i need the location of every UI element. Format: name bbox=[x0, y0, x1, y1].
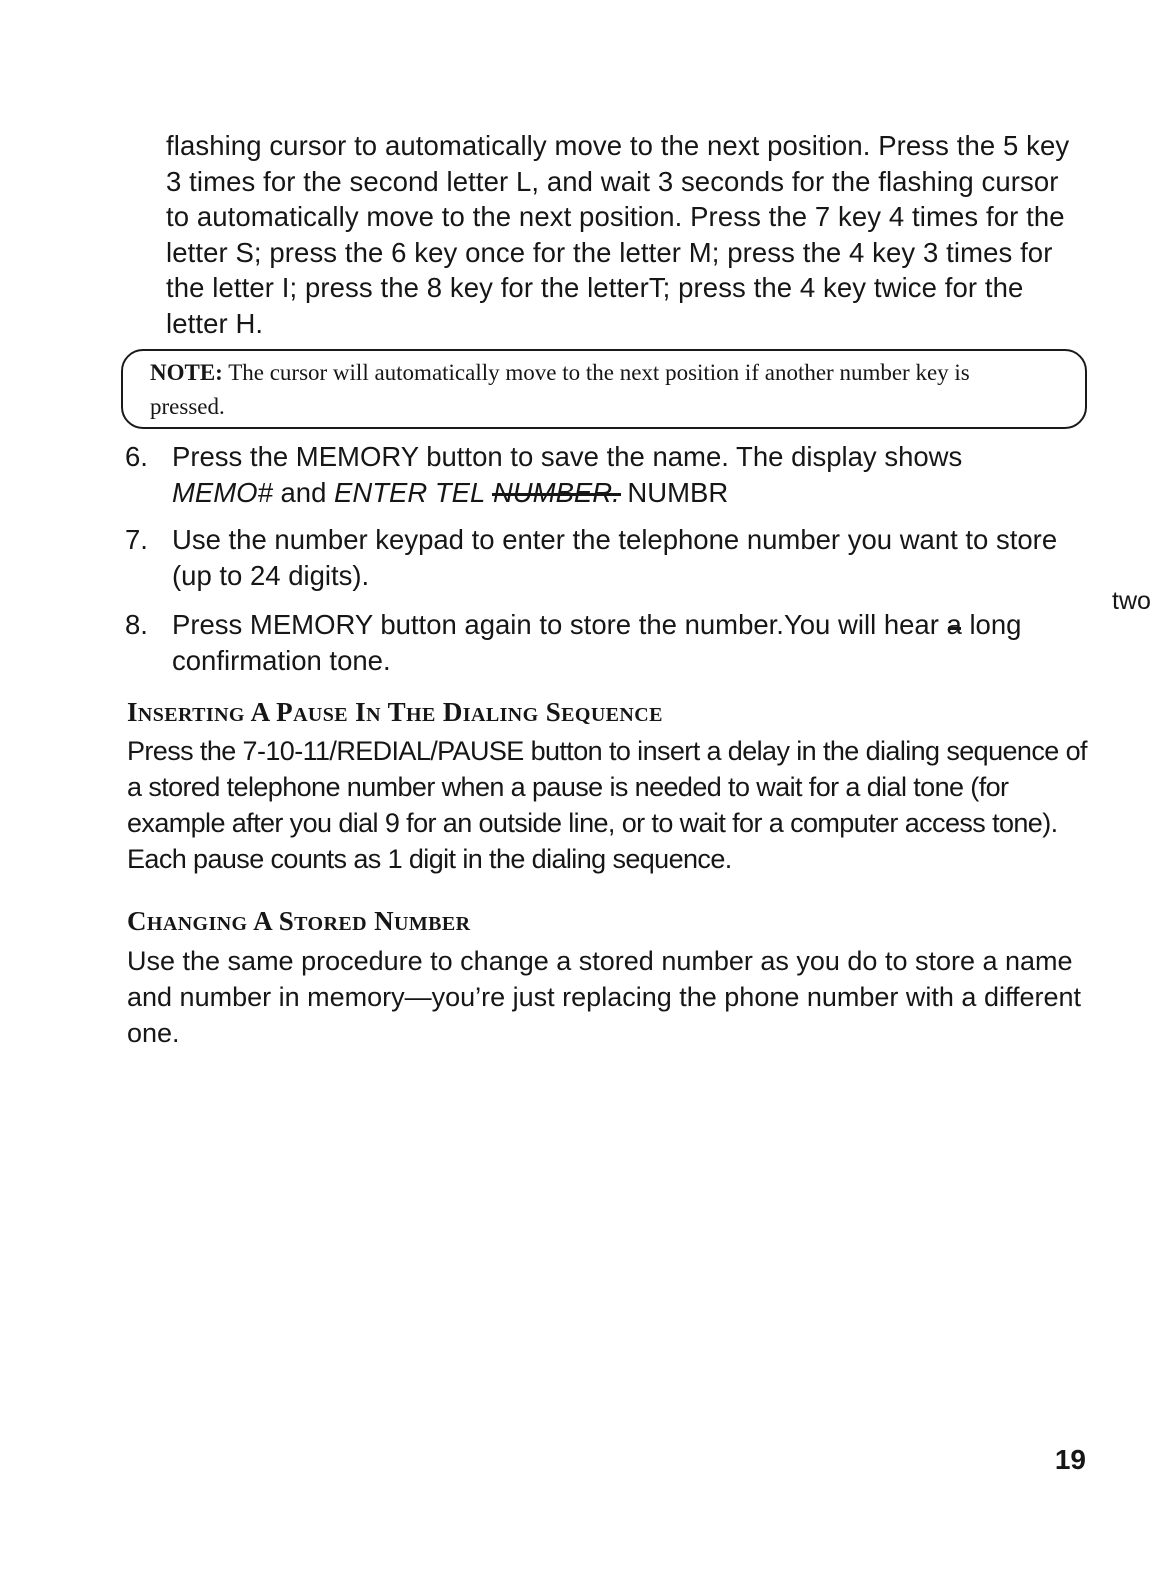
section-body-change: Use the same procedure to change a stored number as you do to store a name and number in memory—you’re just replacing the phone number with a different one. bbox=[127, 946, 1082, 1048]
note-text bbox=[150, 356, 1050, 424]
struck-text: NUMBER. bbox=[493, 475, 620, 511]
step-6-body bbox=[172, 439, 1082, 511]
display-enter-tel: ENTER TEL bbox=[334, 477, 486, 508]
section-body-pause: Press the 7-10-11/REDIAL/PAUSE button to insert a delay in the dialing sequence of a stored telephone number when a pause is needed to wait for a dial tone (for example after you dial 9 for an outside line, or to wait for a computer access tone). Each pause counts as 1 digit in the dialing sequence. bbox=[127, 736, 1087, 874]
handwritten-insertion: two bbox=[1112, 587, 1151, 615]
section-heading-change bbox=[127, 906, 470, 937]
step-number: 7. bbox=[125, 524, 148, 555]
intro-paragraph: flashing cursor to automatically move to the next position. Press the 5 key 3 times for the second letter L, and wait 3 seconds for the flashing cursor to automatically move to the next position. Press the 7 key 4 times for the letter S; press the 6 key once for the letter M; press the 4 key 3 times for the letter I; press the 8 key for the letterT; press the 4 key twice for the letter H. bbox=[166, 130, 1070, 339]
note-body: The cursor will automatically move to the next position if another number key is pressed. bbox=[150, 360, 970, 419]
step-number: 8. bbox=[125, 609, 148, 640]
handwritten-correction: NUMBR bbox=[627, 477, 729, 508]
struck-word: a bbox=[947, 607, 962, 643]
display-memo: MEMO# bbox=[172, 477, 273, 508]
step-7-text: Use the number keypad to enter the telephone number you want to store (up to 24 digits). bbox=[172, 524, 1058, 591]
step-number: 6. bbox=[125, 441, 148, 472]
step-8-text-after: long confirmation tone. bbox=[172, 609, 1022, 676]
heading-text: CHANGING A STORED NUMBER bbox=[127, 906, 471, 936]
step-8-body bbox=[172, 607, 1082, 679]
step-6-text: Press the MEMORY button to save the name. The display shows bbox=[172, 441, 963, 472]
step-6-and: and bbox=[280, 477, 327, 508]
page-number: 19 bbox=[1054, 1444, 1086, 1475]
step-8-text: Press MEMORY button again to store the number.You will hear bbox=[172, 609, 939, 640]
section-heading-pause bbox=[127, 697, 663, 728]
note-label: NOTE: bbox=[150, 360, 223, 385]
heading-text: INSERTING A PAUSE IN THE DIALING SEQUENCE bbox=[127, 697, 663, 727]
